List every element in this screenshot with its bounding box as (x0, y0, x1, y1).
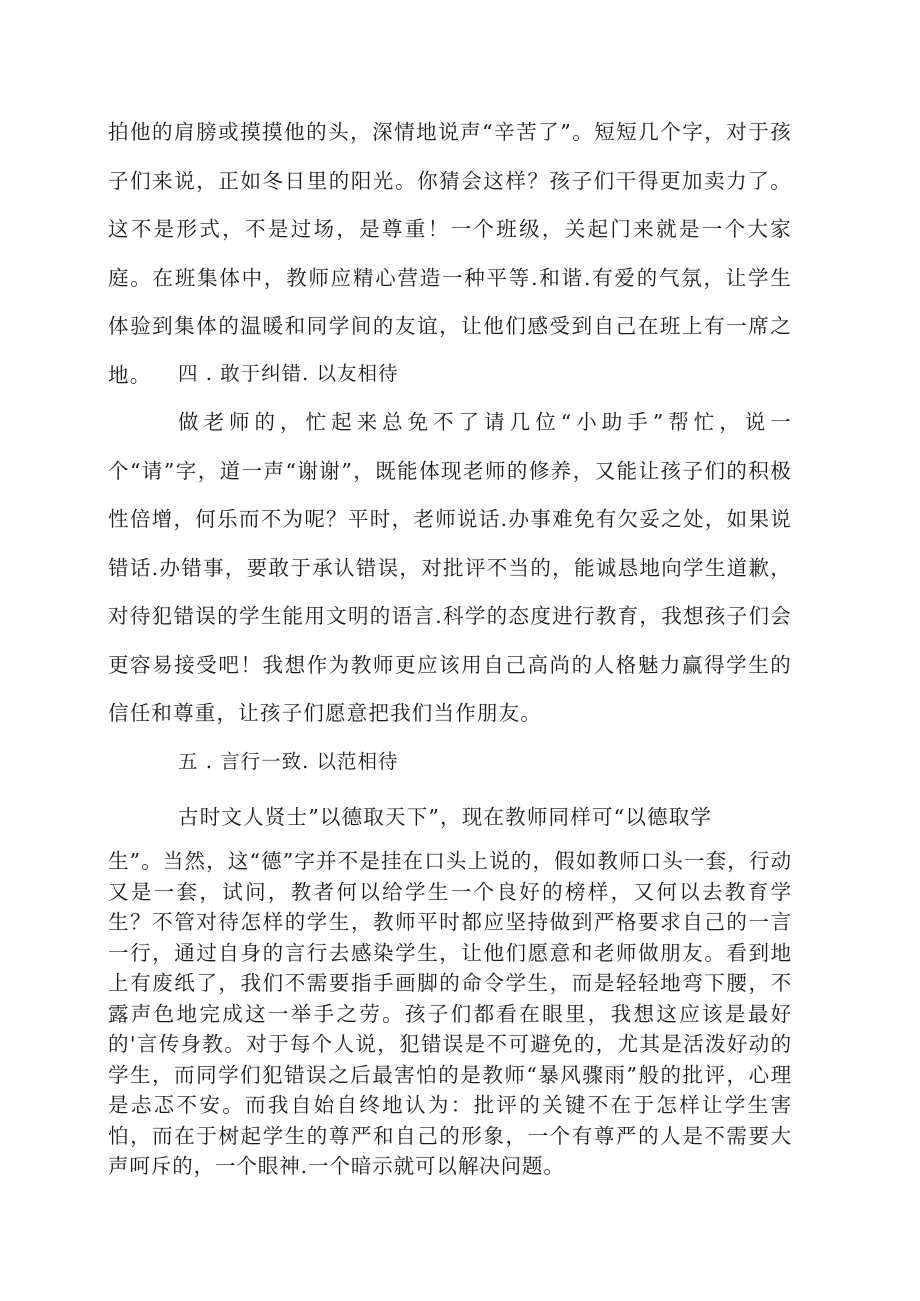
paragraph-text: 做老师的，忙起来总免不了请几位“小助手”帮忙，说一个“请”字，道一声“谢谢”，既能体现老师的修养，又能让孩子们的积极性倍增，何乐而不为呢？平时，老师说话.办事难免有欠妥之处，如果说错话.办错事，要敢于承认错误，对批评不当的，能诚恳地向学生道歉，对待犯错误的学生能用文明的语言.科学的态度进行教育，我想孩子们会更容易接受吧！我想作为教师更应该用自己高尚的人格魅力赢得学生的信任和尊重，让孩子们愿意把我们当作朋友。 (108, 410, 792, 725)
paragraph-respect (108, 108, 792, 399)
paragraph-virtue (108, 846, 792, 1182)
section-heading-five: 五 . 言行一致. 以范相待 (178, 750, 399, 773)
paragraph-friendship (108, 398, 792, 738)
paragraph-text: 拍他的肩膀或摸摸他的头，深情地说声“辛苦了”。短短几个字，对于孩子们来说，正如冬日里的阳光。你猜会这样？孩子们干得更加卖力了。这不是形式，不是过场，是尊重！一个班级，关起门来就是一个大家庭。在班集体中，教师应精心营造一种平等.和谐.有爱的气氛，让学生体验到集体的温暖和同学间的友谊，让他们感受到自己在班上有一席之地。 (108, 120, 792, 387)
section-heading-four: 四 . 敢于纠错. 以友相待 (178, 362, 399, 385)
paragraph-text: 生”。当然，这“德”字并不是挂在口头上说的，假如教师口头一套，行动又是一套，试问，教者何以给学生一个良好的榜样，又何以去教育学生？不管对待怎样的学生，教师平时都应坚持做到严格要求自己的一言一行，通过自身的言行去感染学生，让他们愿意和老师做朋友。看到地上有废纸了，我们不需要指手画脚的命令学生，而是轻轻地弯下腰，不露声色地完成这一举手之劳。孩子们都看在眼里，我想这应该是最好的'言传身教。对于每个人说，犯错误是不可避免的，尤其是活泼好动的学生，而同学们犯错误之后最害怕的是教师“暴风骤雨”般的批评，心理是忐忑不安。而我自始自终地认为：批评的关键不在于怎样让学生害怕，而在于树起学生的尊严和自己的形象，一个有尊严的人是不需要大声呵斥的，一个眼神.一个暗示就可以解决问题。 (108, 849, 792, 1178)
paragraph-virtue-first-line: 古时文人贤士”以德取天下”，现在教师同样可“以德取学 (178, 805, 713, 829)
